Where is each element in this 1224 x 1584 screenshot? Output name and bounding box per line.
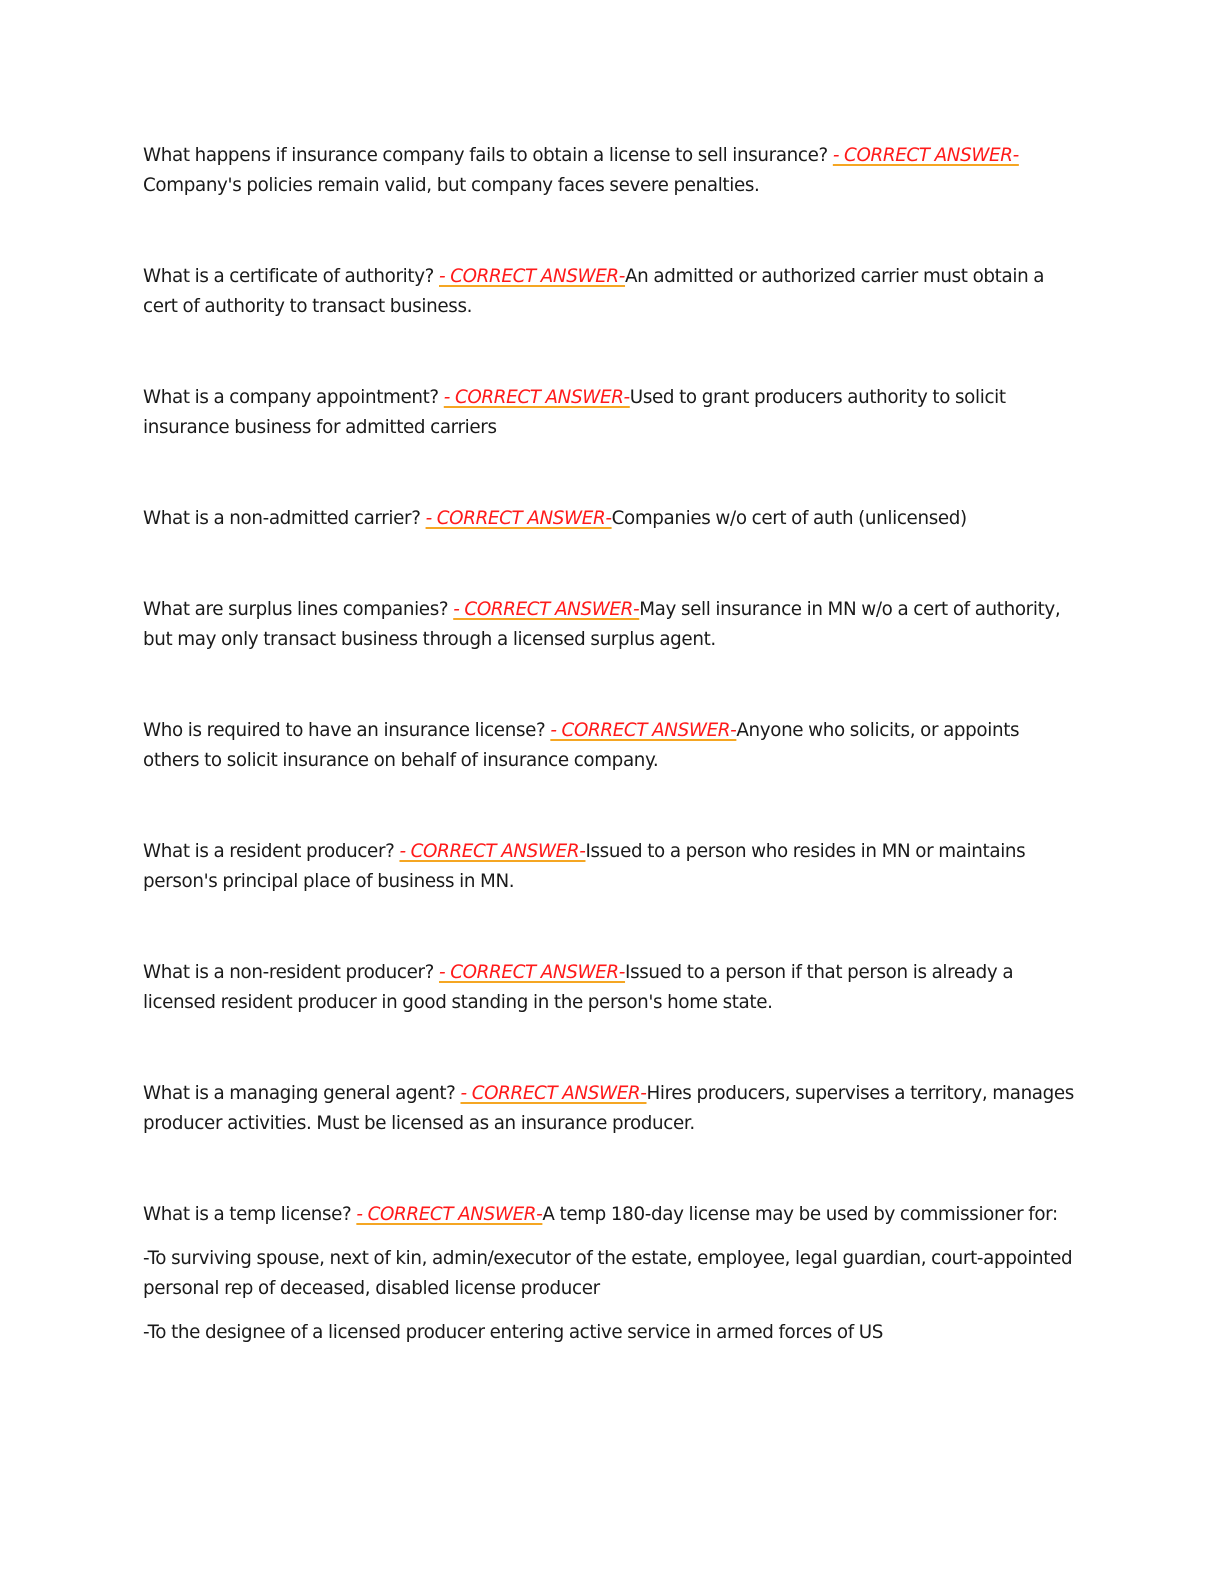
question-text: What is a non-resident producer? bbox=[143, 962, 435, 983]
correct-answer-marker: - CORRECT ANSWER- bbox=[453, 599, 640, 620]
correct-answer-marker: - CORRECT ANSWER- bbox=[550, 720, 737, 741]
correct-answer-marker: - CORRECT ANSWER- bbox=[832, 145, 1019, 166]
answer-text: Issued to a person who resides in MN or maintains person's principal place of business in MN. bbox=[143, 841, 1026, 892]
qa-item-2 bbox=[143, 262, 1078, 322]
answer-text: An admitted or authorized carrier must obtain a cert of authority to transact business. bbox=[143, 266, 1045, 317]
answer-text: Company's policies remain valid, but company faces severe penalties. bbox=[143, 175, 760, 196]
question-text: What is a non-admitted carrier? bbox=[143, 508, 421, 529]
question-text: What is a temp license? bbox=[143, 1204, 352, 1225]
correct-answer-marker: - CORRECT ANSWER- bbox=[356, 1204, 543, 1225]
question-text: What is a resident producer? bbox=[143, 841, 395, 862]
correct-answer-marker: - CORRECT ANSWER- bbox=[439, 962, 626, 983]
answer-text: Companies w/o cert of auth (unlicensed) bbox=[611, 508, 967, 529]
qa-item-7 bbox=[143, 837, 1078, 897]
answer-continuation-line: -To the designee of a licensed producer entering active service in armed forces of US bbox=[143, 1322, 884, 1343]
qa-item-1 bbox=[143, 141, 1078, 201]
correct-answer-marker: - CORRECT ANSWER- bbox=[443, 387, 630, 408]
correct-answer-marker: - CORRECT ANSWER- bbox=[439, 266, 626, 287]
correct-answer-marker: - CORRECT ANSWER- bbox=[399, 841, 586, 862]
qa-item-4 bbox=[143, 504, 1078, 534]
answer-text: Issued to a person if that person is already a licensed resident producer in good standing in the person's home state. bbox=[143, 962, 1014, 1013]
question-text: What is a company appointment? bbox=[143, 387, 439, 408]
qa-item-3 bbox=[143, 383, 1078, 443]
answer-text: Hires producers, supervises a territory, manages producer activities. Must be licensed as an insurance producer. bbox=[143, 1083, 1074, 1134]
question-text: What is a certificate of authority? bbox=[143, 266, 435, 287]
qa-item-10 bbox=[143, 1200, 1078, 1230]
qa-item-6 bbox=[143, 716, 1078, 776]
correct-answer-marker: - CORRECT ANSWER- bbox=[425, 508, 612, 529]
answer-text: A temp 180-day license may be used by commissioner for: bbox=[542, 1204, 1058, 1225]
answer-continuation-line: -To surviving spouse, next of kin, admin/executor of the estate, employee, legal guardian, court-appointed personal rep of deceased, disabled license producer bbox=[143, 1248, 1073, 1299]
answer-text: Used to grant producers authority to solicit insurance business for admitted carriers bbox=[143, 387, 1006, 438]
answer-text: May sell insurance in MN w/o a cert of authority, but may only transact business through a licensed surplus agent. bbox=[143, 599, 1061, 650]
document-page bbox=[143, 141, 1078, 1362]
question-text: Who is required to have an insurance license? bbox=[143, 720, 546, 741]
question-text: What are surplus lines companies? bbox=[143, 599, 449, 620]
question-text: What is a managing general agent? bbox=[143, 1083, 456, 1104]
question-text: What happens if insurance company fails to obtain a license to sell insurance? bbox=[143, 145, 828, 166]
qa-item-8 bbox=[143, 958, 1078, 1018]
qa-item-9 bbox=[143, 1079, 1078, 1139]
answer-text: Anyone who solicits, or appoints others to solicit insurance on behalf of insurance company. bbox=[143, 720, 1020, 771]
correct-answer-marker: - CORRECT ANSWER- bbox=[460, 1083, 647, 1104]
qa-item-5 bbox=[143, 595, 1078, 655]
